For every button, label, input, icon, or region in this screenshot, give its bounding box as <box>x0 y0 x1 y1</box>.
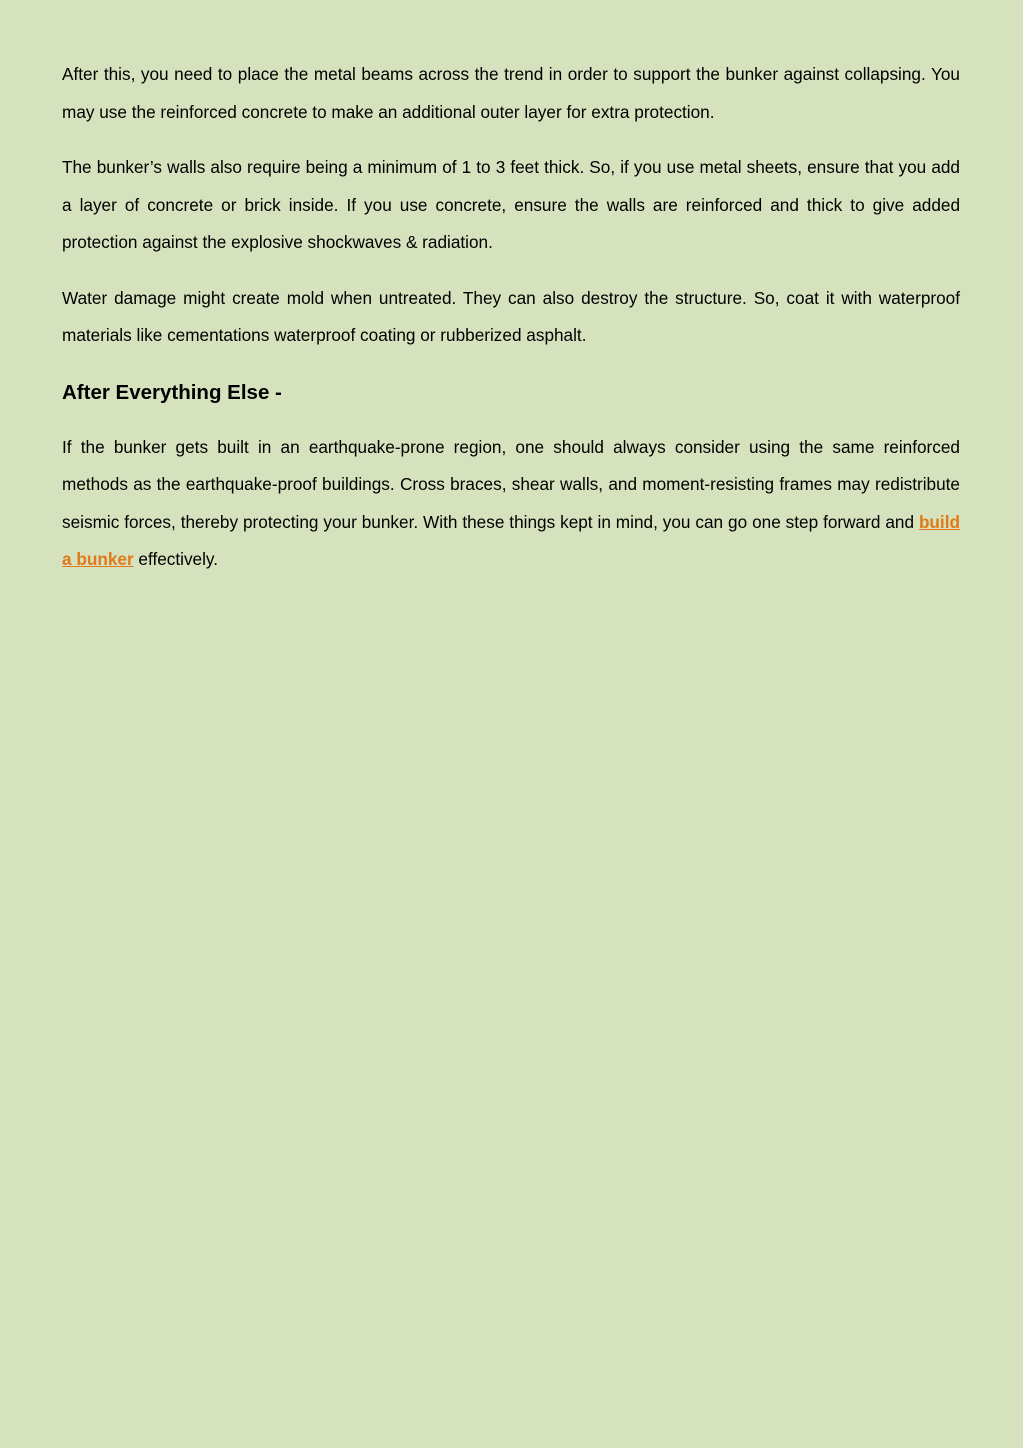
paragraph-wall-thickness: The bunker’s walls also require being a minimum of 1 to 3 feet thick. So, if you use metal sheets, ensure that you add a layer of concrete or brick inside. If you use concrete, ensure the walls are reinforced and thick to give added protection against the explosive shockwaves & radiation. <box>62 157 960 252</box>
paragraph-earthquake <box>62 429 960 579</box>
paragraph-water-damage: Water damage might create mold when untreated. They can also destroy the structure. So, coat it with waterproof materials like cementations waterproof coating or rubberized asphalt. <box>62 287 960 345</box>
build-a-bunker-link[interactable]: build a bunker <box>62 511 960 569</box>
paragraph-earthquake-text: If the bunker gets built in an earthquake-prone region, one should always consider using the same reinforced methods as the earthquake-proof buildings. Cross braces, shear walls, and moment-resisting frames may redistribute seismic forces, thereby protecting your bunker. With these things kept in mind, you can go one step forward and <box>62 436 960 532</box>
paragraph-earthquake-end: effectively. <box>133 549 219 569</box>
document-page <box>62 56 960 597</box>
paragraph-metal-beams: After this, you need to place the metal beams across the trend in order to support the bunker against collapsing. You may use the reinforced concrete to make an additional outer layer for extra protection. <box>62 64 960 122</box>
section-heading: After Everything Else - <box>62 380 282 404</box>
